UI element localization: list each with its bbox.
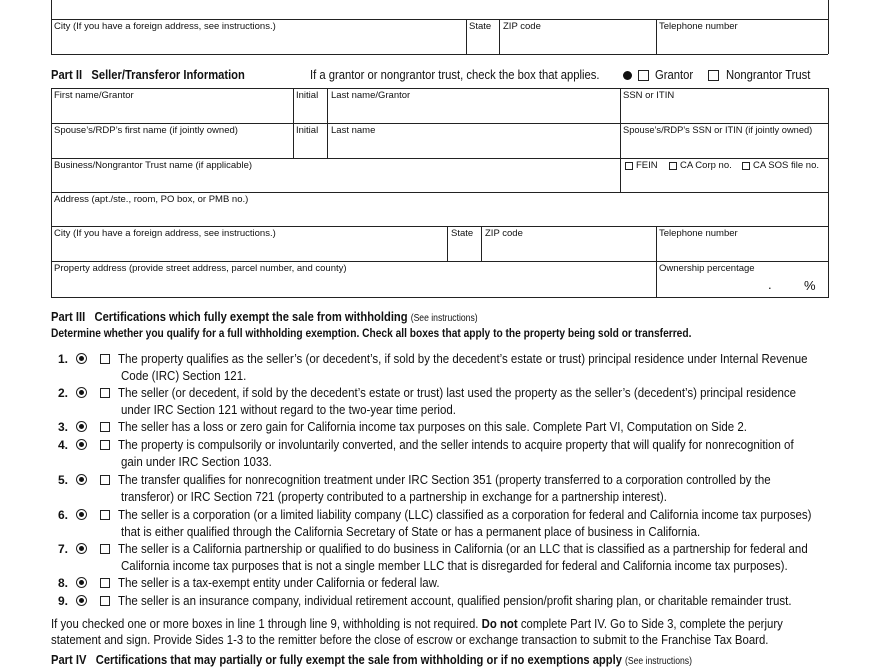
exemption-checkbox[interactable] bbox=[100, 544, 110, 554]
item-number: 4. bbox=[57, 438, 68, 452]
part4-see-instructions: (See instructions) bbox=[625, 656, 692, 667]
ssn-label: SSN or ITIN bbox=[623, 90, 675, 101]
radio-indicator-icon bbox=[76, 509, 87, 520]
percent-sign: % bbox=[804, 278, 816, 293]
top-state-label: State bbox=[469, 21, 492, 32]
phone-input[interactable] bbox=[659, 241, 826, 259]
footer-text-b: complete Part IV. Go to Side 3, complete the perjury bbox=[520, 617, 783, 631]
item-text-line2: that is either qualified through the California Secretary of State or has a permanent place of business in California. bbox=[121, 525, 701, 539]
exemption-checkbox[interactable] bbox=[100, 578, 110, 588]
ca-sos-label: CA SOS file no. bbox=[753, 160, 820, 171]
top-city-input[interactable] bbox=[54, 34, 462, 52]
item-text-line1: The seller is a California partnership or qualified to do business in California (or an LLC that is classified as a partnership for federal and bbox=[118, 542, 808, 556]
phone-label: Telephone number bbox=[659, 228, 738, 239]
radio-indicator-icon bbox=[76, 387, 87, 398]
grantor-checkbox[interactable] bbox=[638, 70, 649, 81]
ca-sos-checkbox[interactable] bbox=[742, 162, 750, 170]
part2-row-rule-2 bbox=[51, 158, 829, 159]
part3-footer-line2: statement and sign. Provide Sides 1-3 to the remitter before the close of escrow or exchange transaction to submit to the Franchise Tax Board. bbox=[51, 633, 769, 647]
exemption-checkbox[interactable] bbox=[100, 475, 110, 485]
exemption-checkbox[interactable] bbox=[100, 388, 110, 398]
item-number: 3. bbox=[57, 420, 68, 434]
item-text-line2: Code (IRC) Section 121. bbox=[121, 369, 247, 383]
bullet-icon bbox=[623, 71, 632, 80]
spouse-last-name-input[interactable] bbox=[331, 138, 617, 156]
exemption-checkbox[interactable] bbox=[100, 354, 110, 364]
item-text-line1: The seller is a tax-exempt entity under California or federal law. bbox=[118, 576, 440, 590]
top-zip-label: ZIP code bbox=[503, 21, 541, 32]
spouse-initial-label: Initial bbox=[296, 125, 319, 136]
address-input[interactable] bbox=[54, 207, 824, 224]
spouse-last-name-label: Last name bbox=[331, 125, 376, 136]
footer-do-not: Do not bbox=[481, 617, 518, 631]
last-name-input[interactable] bbox=[331, 103, 617, 121]
item-text-line1: The seller (or decedent, if sold by the decedent’s estate or trust) last used the property as the seller’s (decedent’s) principal residence bbox=[118, 386, 797, 400]
item-number: 2. bbox=[57, 386, 68, 400]
item-text-line1: The property is compulsorily or involuntarily converted, and the seller intends to acquire property that will qualify for nonrecognition of bbox=[118, 438, 794, 452]
item-number: 9. bbox=[57, 594, 68, 608]
ca-corp-checkbox[interactable] bbox=[669, 162, 677, 170]
exemption-checkbox[interactable] bbox=[100, 422, 110, 432]
exemption-checkbox[interactable] bbox=[100, 596, 110, 606]
address-label: Address (apt./ste., room, PO box, or PMB no.) bbox=[54, 194, 249, 205]
exemption-checkbox[interactable] bbox=[100, 440, 110, 450]
initial-label: Initial bbox=[296, 90, 319, 101]
radio-indicator-icon bbox=[76, 474, 87, 485]
footer-text-a: If you checked one or more boxes in line 1 through line 9, withholding is not required. bbox=[51, 617, 479, 631]
item-text-line1: The transfer qualifies for nonrecognition treatment under IRC Section 351 (property transferred to a corporation controlled by the bbox=[118, 473, 771, 487]
item-text-line2: California income tax purposes that is not a single member LLC that is disregarded for federal and California income tax purposes). bbox=[121, 559, 788, 573]
property-address-label: Property address (provide street address, parcel number, and county) bbox=[54, 263, 347, 274]
city-input[interactable] bbox=[54, 241, 444, 259]
nongrantor-trust-checkbox[interactable] bbox=[708, 70, 719, 81]
top-phone-divider bbox=[656, 19, 657, 54]
radio-indicator-icon bbox=[76, 595, 87, 606]
top-box-rule bbox=[51, 19, 828, 20]
item-number: 8. bbox=[57, 576, 68, 590]
initial-input[interactable] bbox=[296, 103, 324, 121]
item-text-line2: under IRC Section 121 without regard to the two-year time period. bbox=[121, 403, 456, 417]
part3-footer-line1 bbox=[51, 617, 783, 631]
last-name-divider bbox=[327, 88, 328, 158]
part4-label: Part IV bbox=[51, 652, 87, 667]
last-name-label: Last name/Grantor bbox=[331, 90, 411, 101]
item-text-line1: The property qualifies as the seller’s (or decedent’s, if sold by the decedent’s estate or trust) principal residence under Internal Revenue bbox=[118, 352, 808, 366]
radio-indicator-icon bbox=[76, 421, 87, 432]
exemption-checkbox[interactable] bbox=[100, 510, 110, 520]
grantor-label: Grantor bbox=[655, 68, 694, 82]
part2-row-rule-5 bbox=[51, 261, 829, 262]
part2-label: Part II bbox=[51, 67, 83, 82]
top-box-bottom bbox=[51, 54, 828, 55]
zip-input[interactable] bbox=[485, 241, 653, 259]
part2-heading bbox=[51, 67, 245, 82]
item-number: 1. bbox=[57, 352, 68, 366]
zip-label: ZIP code bbox=[485, 228, 523, 239]
top-zip-divider bbox=[499, 19, 500, 54]
spouse-ssn-label: Spouse’s/RDP’s SSN or ITIN (if jointly owned) bbox=[623, 125, 813, 135]
ownership-percentage-label: Ownership percentage bbox=[659, 263, 755, 274]
part3-see-instructions: (See instructions) bbox=[410, 313, 478, 324]
top-box-left-edge bbox=[51, 0, 52, 54]
radio-indicator-icon bbox=[76, 543, 87, 554]
ca-corp-label: CA Corp no. bbox=[680, 160, 732, 171]
item-text-line1: The seller has a loss or zero gain for California income tax purposes on this sale. Complete Part VI, Computation on Side 2. bbox=[118, 420, 747, 434]
item-text-line1: The seller is a corporation (or a limited liability company (LLC) classified as a corporation for federal and California income tax purposes) bbox=[118, 508, 812, 522]
part2-title: Seller/Transferor Information bbox=[91, 67, 245, 82]
part4-title: Certifications that may partially or fully exempt the sale from withholding or if no exemptions apply bbox=[95, 652, 622, 667]
property-address-input[interactable] bbox=[54, 276, 652, 296]
spouse-first-name-label: Spouse’s/RDP’s first name (if jointly owned) bbox=[54, 125, 238, 136]
spouse-first-name-input[interactable] bbox=[54, 138, 290, 156]
top-phone-label: Telephone number bbox=[659, 21, 738, 32]
phone-divider bbox=[656, 226, 657, 298]
part3-heading bbox=[51, 309, 478, 324]
part2-row-rule-1 bbox=[51, 123, 829, 124]
state-label: State bbox=[451, 228, 474, 239]
state-input[interactable] bbox=[451, 241, 479, 259]
radio-indicator-icon bbox=[76, 577, 87, 588]
fein-checkbox[interactable] bbox=[625, 162, 633, 170]
zip-divider bbox=[481, 226, 482, 261]
item-text-line2: transferor) or IRC Section 721 (property contributed to a partnership in exchange for a partnership interest). bbox=[121, 490, 667, 504]
top-city-label: City (If you have a foreign address, see instructions.) bbox=[54, 21, 276, 32]
spouse-ssn-input[interactable] bbox=[623, 138, 826, 156]
business-name-input[interactable] bbox=[54, 173, 614, 190]
part3-subtitle: Determine whether you qualify for a full withholding exemption. Check all boxes that apply to the property being sold or transferred. bbox=[51, 326, 692, 340]
ssn-divider bbox=[620, 88, 621, 192]
nongrantor-trust-label: Nongrantor Trust bbox=[726, 68, 811, 82]
state-divider bbox=[447, 226, 448, 261]
top-state-divider bbox=[466, 19, 467, 54]
part2-row-rule-4 bbox=[51, 226, 829, 227]
part3-label: Part III bbox=[51, 309, 86, 324]
ssn-input[interactable] bbox=[623, 103, 826, 121]
item-text-line2: gain under IRC Section 1033. bbox=[121, 455, 272, 469]
item-number: 7. bbox=[57, 542, 68, 556]
top-box-right-edge bbox=[828, 0, 829, 54]
radio-indicator-icon bbox=[76, 439, 87, 450]
item-number: 6. bbox=[57, 508, 68, 522]
ownership-percentage-input[interactable] bbox=[659, 276, 799, 296]
spouse-initial-input[interactable] bbox=[296, 138, 324, 156]
initial-divider bbox=[293, 88, 294, 158]
first-name-label: First name/Grantor bbox=[54, 90, 134, 101]
radio-indicator-icon bbox=[76, 353, 87, 364]
city-label: City (If you have a foreign address, see instructions.) bbox=[54, 228, 276, 239]
first-name-input[interactable] bbox=[54, 103, 290, 121]
business-name-label: Business/Nongrantor Trust name (if applicable) bbox=[54, 160, 253, 171]
part2-row-rule-3 bbox=[51, 192, 829, 193]
item-number: 5. bbox=[57, 473, 68, 487]
item-text-line1: The seller is an insurance company, individual retirement account, qualified pension/profit sharing plan, or charitable remainder trust. bbox=[118, 594, 792, 608]
part2-trust-instruction: If a grantor or nongrantor trust, check the box that applies. bbox=[310, 68, 600, 82]
part3-title: Certifications which fully exempt the sale from withholding bbox=[94, 309, 408, 324]
fein-label: FEIN bbox=[636, 160, 658, 171]
ownership-decimal-point: . bbox=[768, 277, 772, 292]
